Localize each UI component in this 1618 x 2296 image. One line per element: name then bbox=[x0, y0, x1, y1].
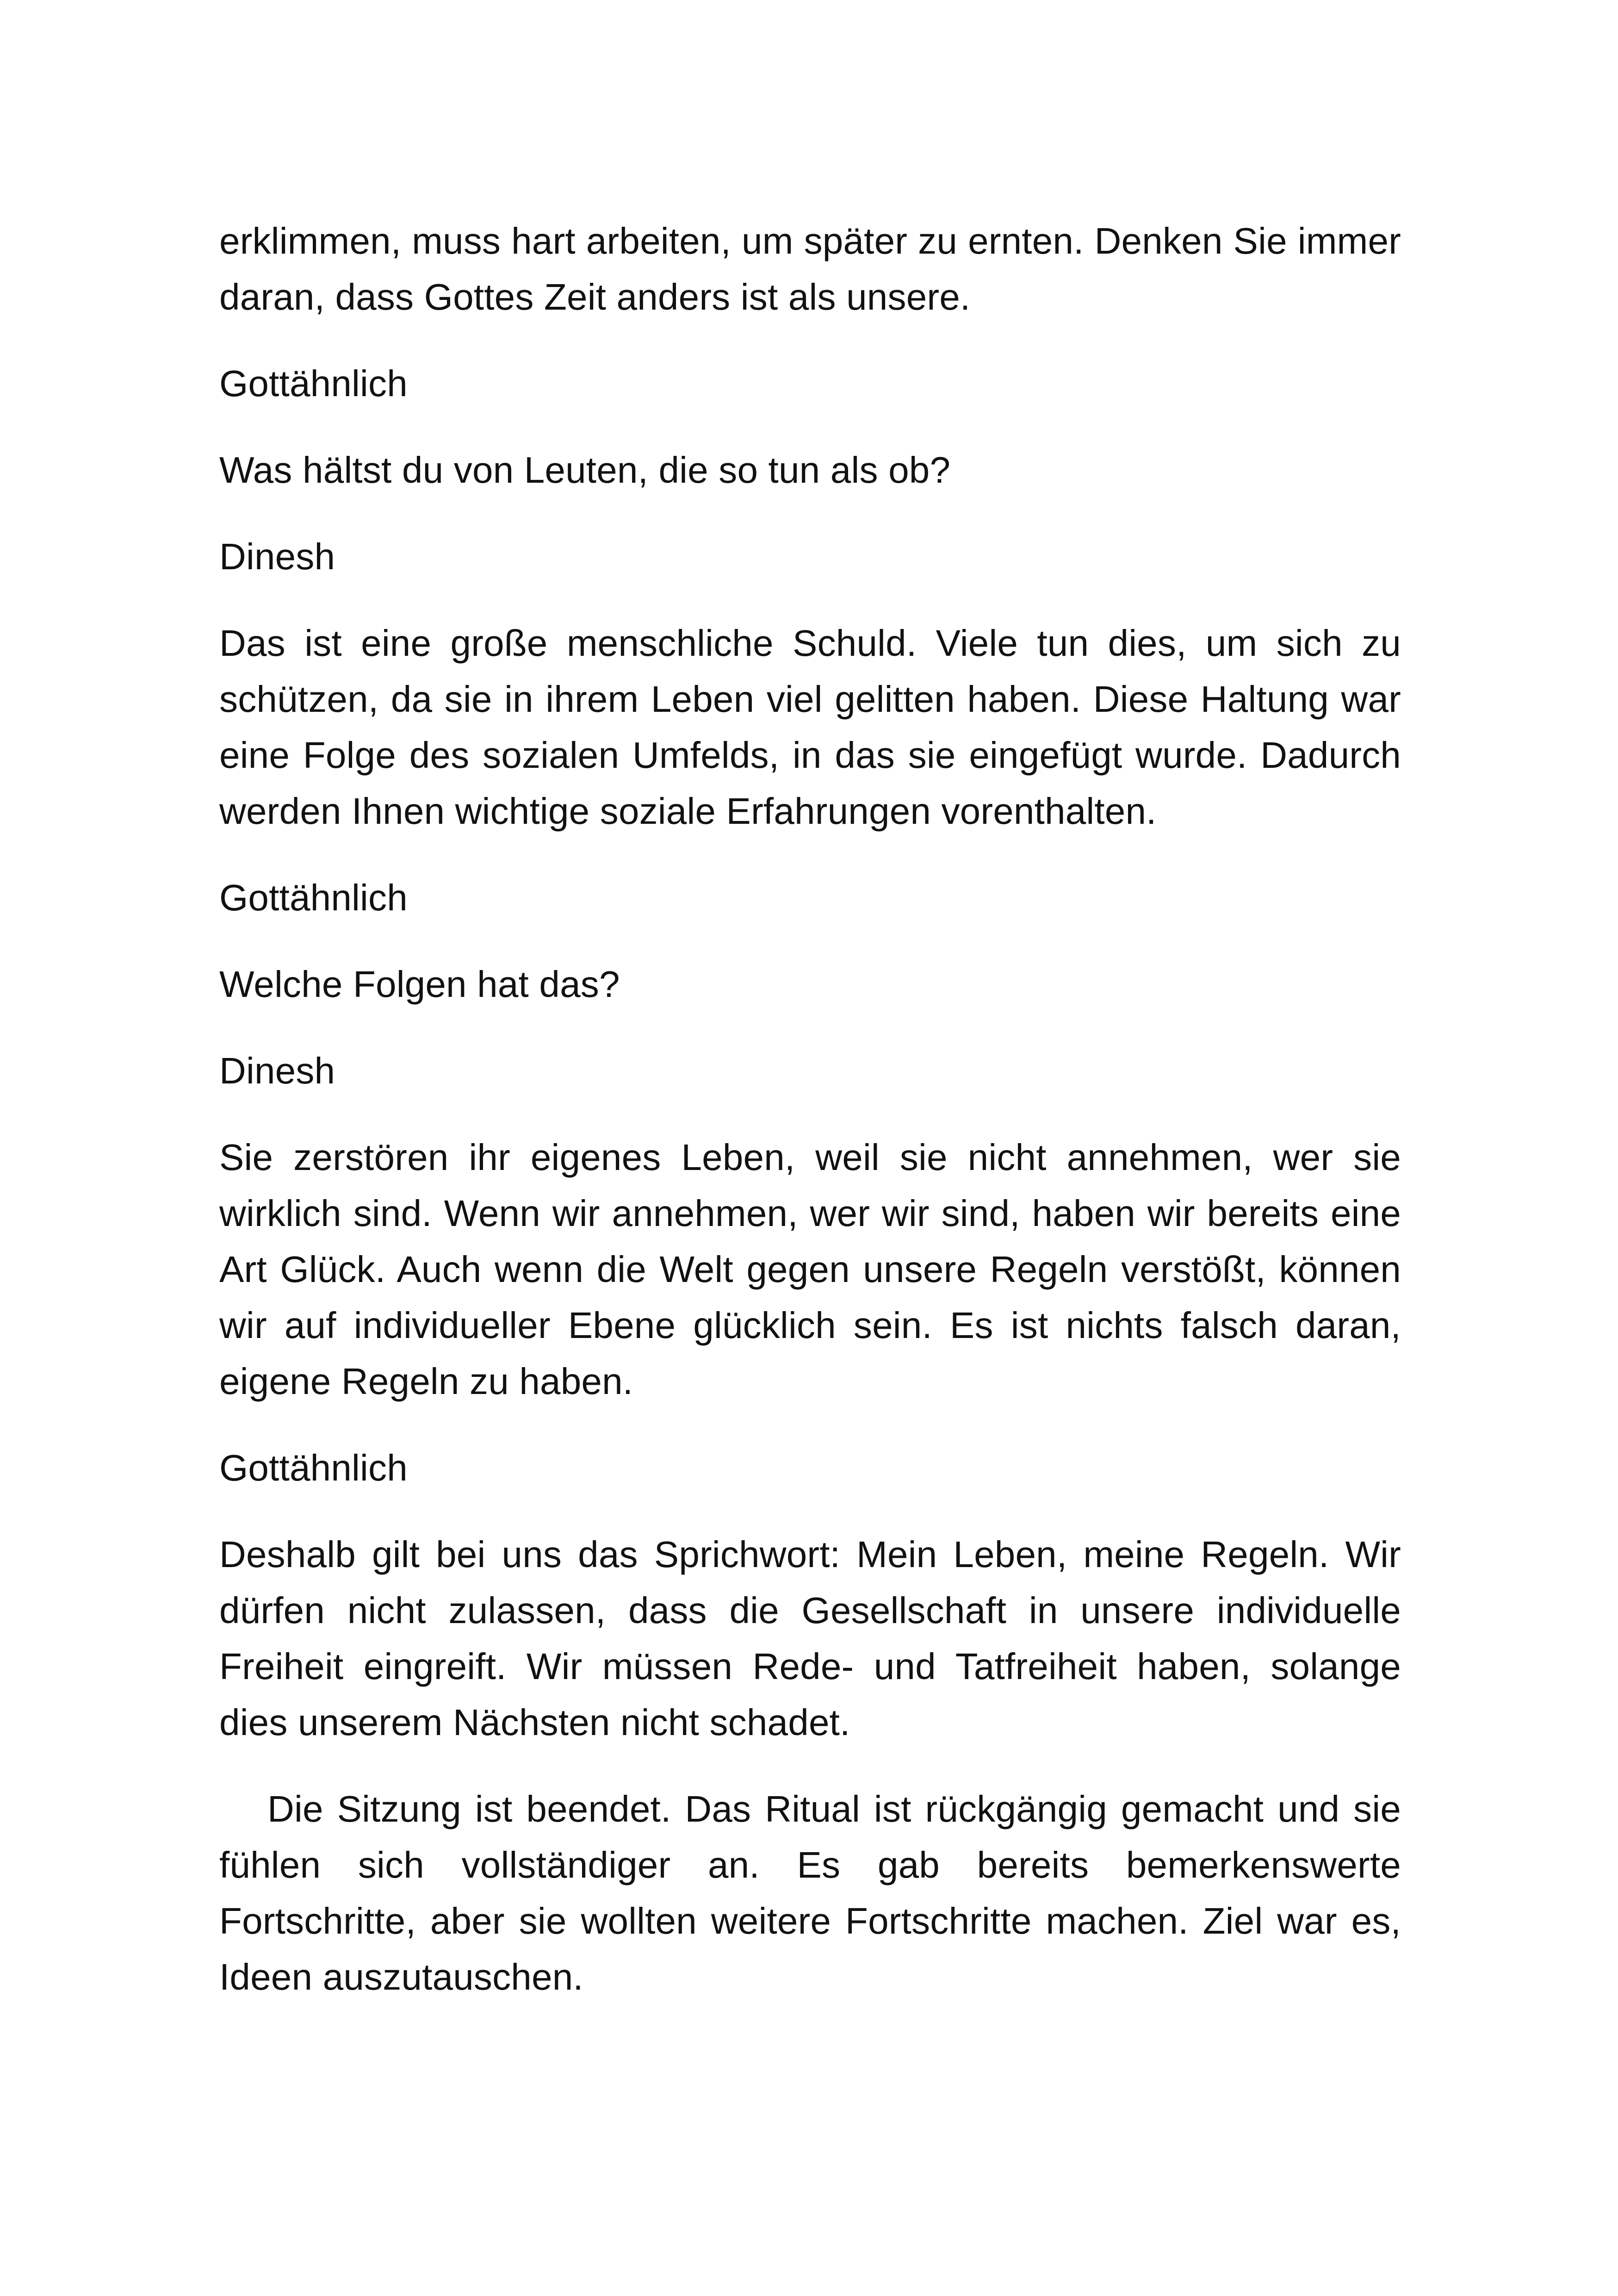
body-paragraph: Welche Folgen hat das? bbox=[219, 964, 620, 1005]
body-paragraph: Das ist eine große menschliche Schuld. Viele tun dies, um sich zu schützen, da sie in ihrem Leben viel gelitten haben. Diese Haltung war eine Folge des sozialen Umfelds, in das sie eingefügt wurde. Dadurch werden Ihnen wichtige soziale Erfahrungen vorenthalten. bbox=[219, 622, 1401, 832]
body-paragraph: Deshalb gilt bei uns das Sprichwort: Mein Leben, meine Regeln. Wir dürfen nicht zulassen, dass die Gesellschaft in unsere individuelle Freiheit eingreift. Wir müssen Rede- und Tatfreiheit haben, solange dies unserem Nächsten nicht schadet. bbox=[219, 1534, 1401, 1743]
text-column bbox=[219, 213, 1401, 2005]
speaker-label: Gottähnlich bbox=[219, 877, 408, 918]
narration-paragraph: Die Sitzung ist beendet. Das Ritual ist rückgängig gemacht und sie fühlen sich vollständiger an. Es gab bereits bemerkenswerte Fortschritte, aber sie wollten weitere Fortschritte machen. Ziel war es, Ideen auszutauschen. bbox=[219, 1788, 1401, 1997]
speaker-label: Dinesh bbox=[219, 1050, 335, 1091]
speaker-label: Gottähnlich bbox=[219, 1447, 408, 1488]
body-paragraph: Sie zerstören ihr eigenes Leben, weil sie nicht annehmen, wer sie wirklich sind. Wenn wir annehmen, wer wir sind, haben wir bereits eine Art Glück. Auch wenn die Welt gegen unsere Regeln verstößt, können wir auf individueller Ebene glücklich sein. Es ist nichts falsch daran, eigene Regeln zu haben. bbox=[219, 1137, 1401, 1402]
speaker-label: Dinesh bbox=[219, 536, 335, 577]
body-paragraph: Was hältst du von Leuten, die so tun als ob? bbox=[219, 449, 951, 491]
body-paragraph: erklimmen, muss hart arbeiten, um später zu ernten. Denken Sie immer daran, dass Gottes Zeit anders ist als unsere. bbox=[219, 220, 1401, 317]
speaker-label: Gottähnlich bbox=[219, 363, 408, 404]
